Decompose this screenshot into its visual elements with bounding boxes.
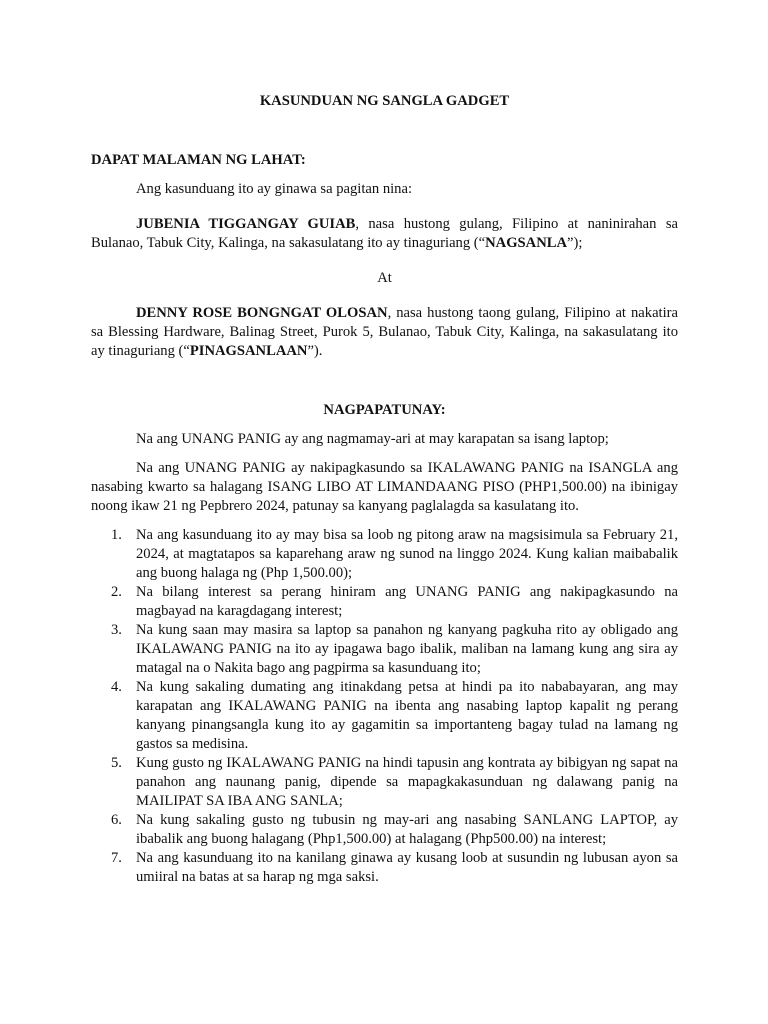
list-item-text: Na ang kasunduang ito na kanilang ginawa ay kusang loob at susundin ng lubusan ayon sa umiiral na batas at sa harap ng mga saksi.	[136, 850, 678, 885]
document-title: KASUNDUAN NG SANGLA GADGET	[259, 93, 510, 109]
list-item	[91, 526, 678, 583]
agreement-paragraph: Na ang UNANG PANIG ay nakipagkasundo sa IKALAWANG PANIG na ISANGLA ang nasabing kwarto sa halagang ISANG LIBO AT LIMANDAANG PISO (PHP1,500.00) na ibinigay noong ikaw 21 ng Pepbrero 2024, patunay sa kanyang paglalagda sa kasulatang ito.	[91, 460, 678, 514]
list-item-text: Na ang kasunduang ito ay may bisa sa loob ng pitong araw na magsisimula sa February 21, 2024, at magtatapos sa kaparehang araw ng sunod na linggo 2024. Kung kalian maibabalik ang buong halaga ng (Php 1,500.00);	[136, 527, 678, 581]
party1-paragraph	[91, 215, 678, 253]
party1-text-a: , nasa hustong gulang, Filipino at naninirahan sa Bulanao, Tabuk City, Kalinga, na sakasulatang ito ay tinaguriang (“	[91, 216, 678, 251]
list-item-text: Na kung saan may masira sa laptop sa panahon ng kanyang pagkuha rito ay obligado ang IKALAWANG PANIG na ito ay ipagawa bago ibalik, maliban na lamang kung ang sira ay matagal na o Nakita bago ang pagpirma sa kasunduang ito;	[136, 622, 678, 676]
list-item-text: Na bilang interest sa perang hiniram ang UNANG PANIG ang nakipagkasundo na magbayad na karagdagang interest;	[136, 584, 678, 619]
list-item	[91, 678, 678, 754]
list-item-text: Na kung sakaling dumating ang itinakdang petsa at hindi pa ito nababayaran, ang may karapatan ang IKALAWANG PANIG na ibenta ang nasabing laptop kapalit ng perang kanyang pinangsangla kung ito ay gagamitin sa importanteng bagay tulad na lamang ng gastos sa medisina.	[136, 679, 678, 752]
list-item	[91, 811, 678, 849]
party1-name: JUBENIA TIGGANGAY GUIAB	[136, 216, 356, 232]
party2-paragraph	[91, 304, 678, 361]
party2-text-b: ”).	[307, 343, 323, 359]
list-item-number: 7.	[111, 850, 122, 866]
list-item-number: 3.	[111, 622, 122, 638]
list-item-number: 4.	[111, 679, 122, 695]
list-item-text: Na kung sakaling gusto ng tubusin ng may-ari ang nasabing SANLANG LAPTOP, ay ibabalik ang buong halagang (Php1,500.00) at halagang (Php500.00) na interest;	[136, 812, 678, 847]
list-item	[91, 849, 678, 887]
list-item	[91, 583, 678, 621]
list-item	[91, 621, 678, 678]
party1-text-b: ”);	[567, 235, 583, 251]
terms-list	[91, 526, 678, 887]
list-item-number: 1.	[111, 527, 122, 543]
party2-role: PINAGSANLAAN	[189, 343, 308, 359]
ownership-paragraph: Na ang UNANG PANIG ay ang nagmamay-ari at may karapatan sa isang laptop;	[136, 431, 609, 447]
document-heading: DAPAT MALAMAN NG LAHAT:	[91, 152, 306, 168]
list-item-number: 2.	[111, 584, 122, 600]
party2-name: DENNY ROSE BONGNGAT OLOSAN	[136, 305, 388, 321]
list-item-number: 5.	[111, 755, 122, 771]
list-item-text: Kung gusto ng IKALAWANG PANIG na hindi tapusin ang kontrata ay bibigyan ng sapat na panahon ang naunang panig, dipende sa mapagkakasunduan ng dalawang panig na MAILIPAT SA IBA ANG SANLA;	[136, 755, 678, 809]
party2-text-a: , nasa hustong taong gulang, Filipino at nakatira sa Blessing Hardware, Balinag Street, Purok 5, Bulanao, Tabuk City, Kalinga, na sakasulatang ito ay tinaguriang (“	[91, 305, 678, 359]
section-title: NAGPAPATUNAY:	[323, 402, 446, 418]
conjunction-at: At	[377, 270, 392, 286]
document-page	[91, 92, 678, 887]
intro-paragraph: Ang kasunduang ito ay ginawa sa pagitan nina:	[136, 181, 412, 197]
list-item-number: 6.	[111, 812, 122, 828]
list-item	[91, 754, 678, 811]
party1-role: NAGSANLA	[485, 235, 568, 251]
